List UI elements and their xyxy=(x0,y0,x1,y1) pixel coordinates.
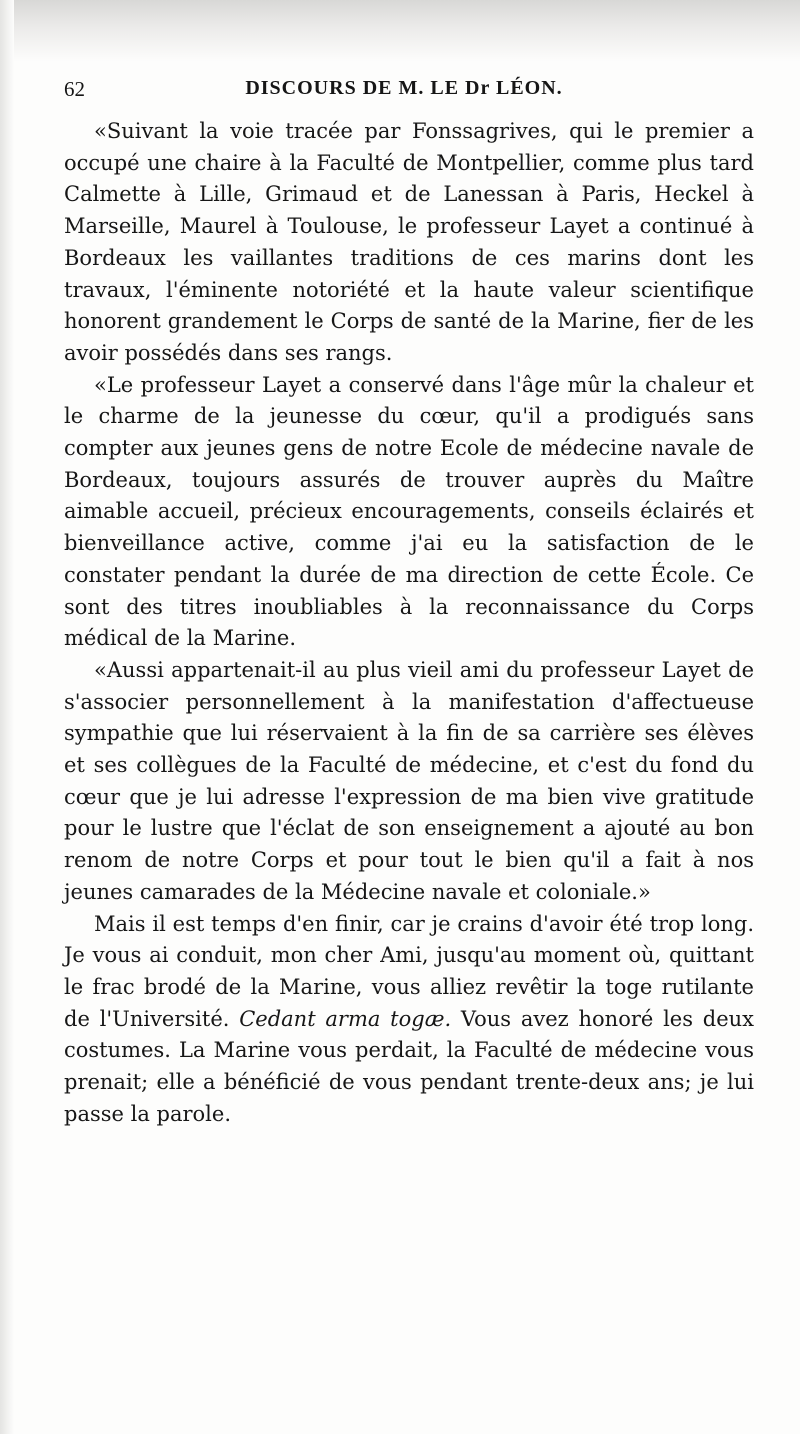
latin-quotation: Cedant arma togæ. xyxy=(239,1006,452,1031)
page-header xyxy=(64,77,744,101)
scan-left-shadow xyxy=(0,0,14,1434)
body-text xyxy=(64,116,754,1131)
paragraph-4 xyxy=(64,909,754,1131)
paragraph-1: «Suivant la voie tracée par Fonssagrives, qui le premier a occupé une chaire à la Faculté de Montpellier, comme plus tard Calmette à Lille, Grimaud et de Lanessan à Paris, Heckel à Marseille, Maurel à Toulouse, le professeur Layet a continué à Bordeaux les vaillantes traditions de ces marins dont les travaux, l'éminente notoriété et la haute valeur scientifique honorent grandement le Corps de santé de la Marine, fier de les avoir possédés dans ses rangs. xyxy=(64,119,754,365)
paragraph-2: «Le professeur Layet a conservé dans l'âge mûr la chaleur et le charme de la jeunesse du cœur, qu'il a prodigués sans compter aux jeunes gens de notre Ecole de médecine navale de Bordeaux, toujours assurés de trouver auprès du Maître aimable accueil, précieux encouragements, conseils éclairés et bienveillance active, comme j'ai eu la satisfaction de le constater pendant la durée de ma direction de cette École. Ce sont des titres inoubliables à la reconnaissance du Corps médical de la Marine. xyxy=(64,372,754,651)
scan-top-shadow xyxy=(0,0,800,62)
paragraph-4-text-after: Vous avez honoré les deux costumes. La Marine vous perdait, la Faculté de médecine vous prenait; elle a bénéficié de vous pendant trente-deux ans; je lui passe la parole. xyxy=(64,1006,754,1126)
paragraph-4-text-before: Mais il est temps d'en finir, car je crains d'avoir été trop long. Je vous ai conduit, mon cher Ami, jusqu'au moment où, quittant le frac brodé de la Marine, vous alliez revêtir la toge rutilante de l'Université. xyxy=(64,911,754,1031)
paragraph-3: «Aussi appartenait-il au plus vieil ami du professeur Layet de s'associer personnellement à la manifestation d'affectueuse sympathie que lui réservaient à la fin de sa carrière ses élèves et ses collègues de la Faculté de médecine, et c'est du fond du cœur que je lui adresse l'expression de ma bien vive gratitude pour le lustre que l'éclat de son enseignement a ajouté au bon renom de notre Corps et pour tout le bien qu'il a fait à nos jeunes camarades de la Médecine navale et coloniale.» xyxy=(64,657,754,904)
page-number: 62 xyxy=(64,77,85,101)
running-title: DISCOURS DE M. LE Dr LÉON. xyxy=(245,77,563,99)
